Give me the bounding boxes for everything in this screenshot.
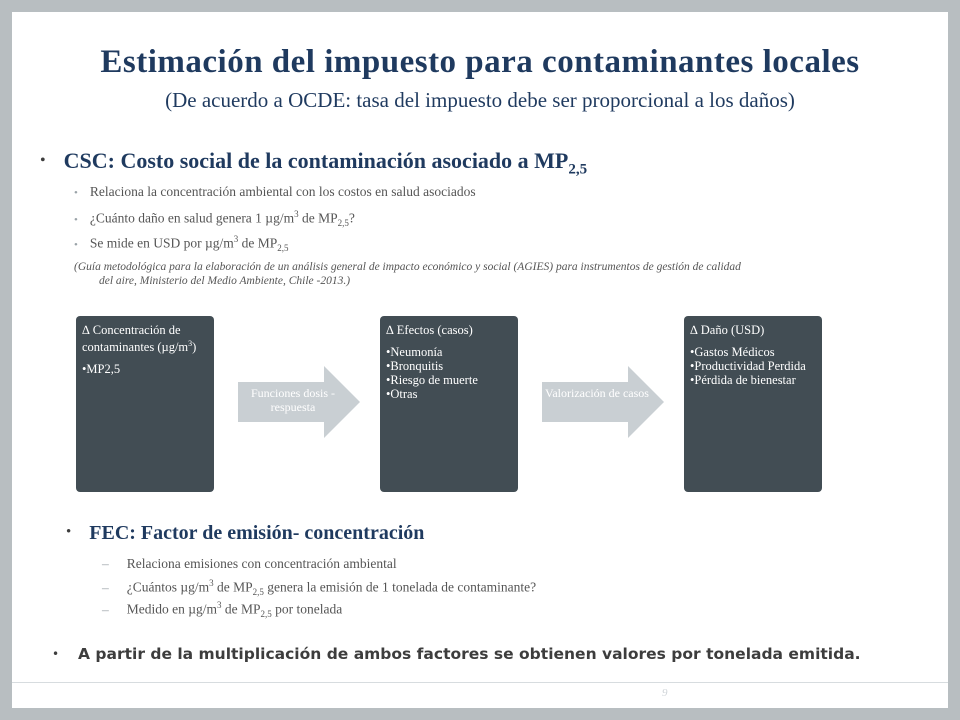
arrow-label: Valorización de casos bbox=[545, 386, 649, 400]
citation: (Guía metodológica para la elaboración de un análisis general de impacto económico y social (AGIES) para instrumentos de gestión de calidad del aire, Ministerio del Medio Ambiente, Chile -2013.) bbox=[74, 261, 741, 287]
csc-item-3: • Se mide en USD por $\mu g/m^3$ de $MP_{2,5}$ bbox=[74, 234, 289, 254]
list-item: •Otras bbox=[386, 387, 418, 401]
bullet-dot-icon: • bbox=[74, 213, 78, 226]
slide bbox=[12, 12, 948, 708]
conclusion: • A partir de la multiplicación de ambos factores se obtienen valores por tonelada emitida. bbox=[52, 645, 861, 663]
list-item: •Bronquitis bbox=[386, 359, 444, 373]
fec-item-3: – Medido en $\mu g/m^3$ de $MP_{2,5}$ por tonelada bbox=[102, 600, 343, 620]
fec-heading: FEC: Factor de emisión- concentración bbox=[89, 522, 425, 544]
list-item: •Riesgo de muerte bbox=[386, 373, 478, 387]
arrow-shape bbox=[542, 366, 664, 438]
list-item: •MP2,5 bbox=[82, 362, 121, 377]
diagram-box-dano bbox=[684, 316, 822, 492]
csc-bullet bbox=[40, 148, 587, 178]
fec-item-2: – ¿Cuántos $\mu g/m^3$ de $MP_{2,5}$ genera la emisión de 1 tonelada de contaminante? bbox=[102, 578, 537, 598]
arrow-valorizacion bbox=[542, 366, 664, 438]
box-heading: ∆ Concentración de contaminantes $(\mu g/m^3)$ bbox=[82, 323, 197, 355]
list-item: •Pérdida de bienestar bbox=[690, 373, 796, 387]
arrow-label: Funciones dosis -respuesta bbox=[251, 386, 335, 414]
dash-icon: – bbox=[102, 556, 109, 571]
footer bbox=[12, 682, 948, 708]
bullet-dot-icon: • bbox=[74, 238, 78, 251]
diagram-box-concentracion bbox=[76, 316, 214, 492]
csc-item-2: • ¿Cuánto daño en salud genera 1 $\mu g/m^3$ de $MP_{2,5}$? bbox=[74, 209, 355, 229]
csc-heading: CSC: Costo social de la contaminación asociado a $MP_{2,5}$ bbox=[63, 148, 588, 178]
box-heading: ∆ Efectos (casos) bbox=[386, 323, 473, 337]
bullet-dot-icon: • bbox=[66, 524, 72, 540]
arrow-funciones-dosis bbox=[238, 366, 360, 438]
page-number: 9 bbox=[662, 687, 668, 699]
bullet-dot-icon: • bbox=[40, 152, 46, 169]
box-heading: ∆ Daño (USD) bbox=[690, 323, 765, 337]
dash-icon: – bbox=[102, 601, 109, 617]
fec-bullet bbox=[66, 522, 424, 545]
csc-item-1: • Relaciona la concentración ambiental con los costos en salud asociados bbox=[74, 184, 476, 199]
dash-icon: – bbox=[102, 579, 109, 595]
diagram-box-efectos bbox=[380, 316, 518, 492]
fec-item-1: – Relaciona emisiones con concentración ambiental bbox=[102, 556, 397, 571]
bullet-dot-icon: • bbox=[74, 187, 78, 199]
bullet-dot-icon: • bbox=[52, 647, 60, 661]
slide-title: Estimación del impuesto para contaminantes locales bbox=[100, 44, 860, 80]
list-item: •Neumonía bbox=[386, 345, 443, 359]
slide-subtitle: (De acuerdo a OCDE: tasa del impuesto debe ser proporcional a los daños) bbox=[165, 88, 795, 112]
list-item: •Gastos Médicos bbox=[690, 345, 775, 359]
list-item: •Productividad Perdida bbox=[690, 359, 806, 373]
